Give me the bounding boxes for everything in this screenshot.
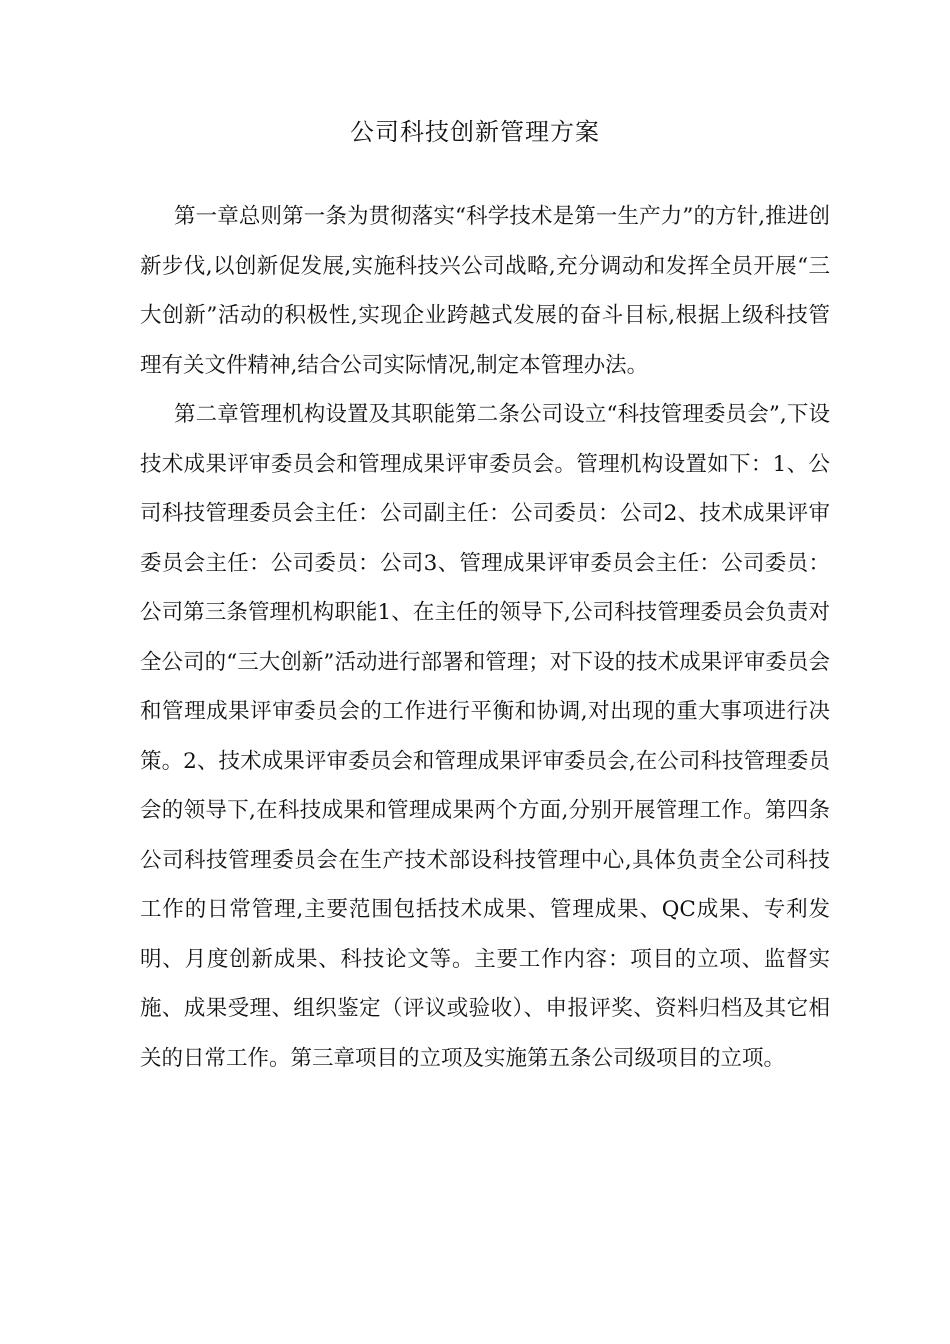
document-body: [140, 192, 830, 1083]
paragraph-chapter-2: 第二章管理机构设置及其职能第二条公司设立“科技管理委员会”,下设技术成果评审委员会和管理成果评审委员会。管理机构设置如下：1、公司科技管理委员会主任：公司副主任：公司委员：公司2、技术成果评审委员会主任：公司委员：公司3、管理成果评审委员会主任：公司委员：公司第三条管理机构职能1、在主任的领导下,公司科技管理委员会负责对全公司的“三大创新”活动进行部署和管理；对下设的技术成果评审委员会和管理成果评审委员会的工作进行平衡和协调,对出现的重大事项进行决策。2、技术成果评审委员会和管理成果评审委员会,在公司科技管理委员会的领导下,在科技成果和管理成果两个方面,分别开展管理工作。第四条公司科技管理委员会在生产技术部设科技管理中心,具体负责全公司科技工作的日常管理,主要范围包括技术成果、管理成果、QC成果、专利发明、月度创新成果、科技论文等。主要工作内容：项目的立项、监督实施、成果受理、组织鉴定（评议或验收）、申报评奖、资料归档及其它相关的日常工作。第三章项目的立项及实施第五条公司级项目的立项。: [140, 402, 830, 1071]
paragraph-chapter-1: 第一章总则第一条为贯彻落实“科学技术是第一生产力”的方针,推进创新步伐,以创新促发展,实施科技兴公司战略,充分调动和发挥全员开展“三大创新”活动的积极性,实现企业跨越式发展的奋斗目标,根据上级科技管理有关文件精神,结合公司实际情况,制定本管理办法。: [140, 204, 830, 378]
document-title: 公司科技创新管理方案: [350, 118, 600, 146]
